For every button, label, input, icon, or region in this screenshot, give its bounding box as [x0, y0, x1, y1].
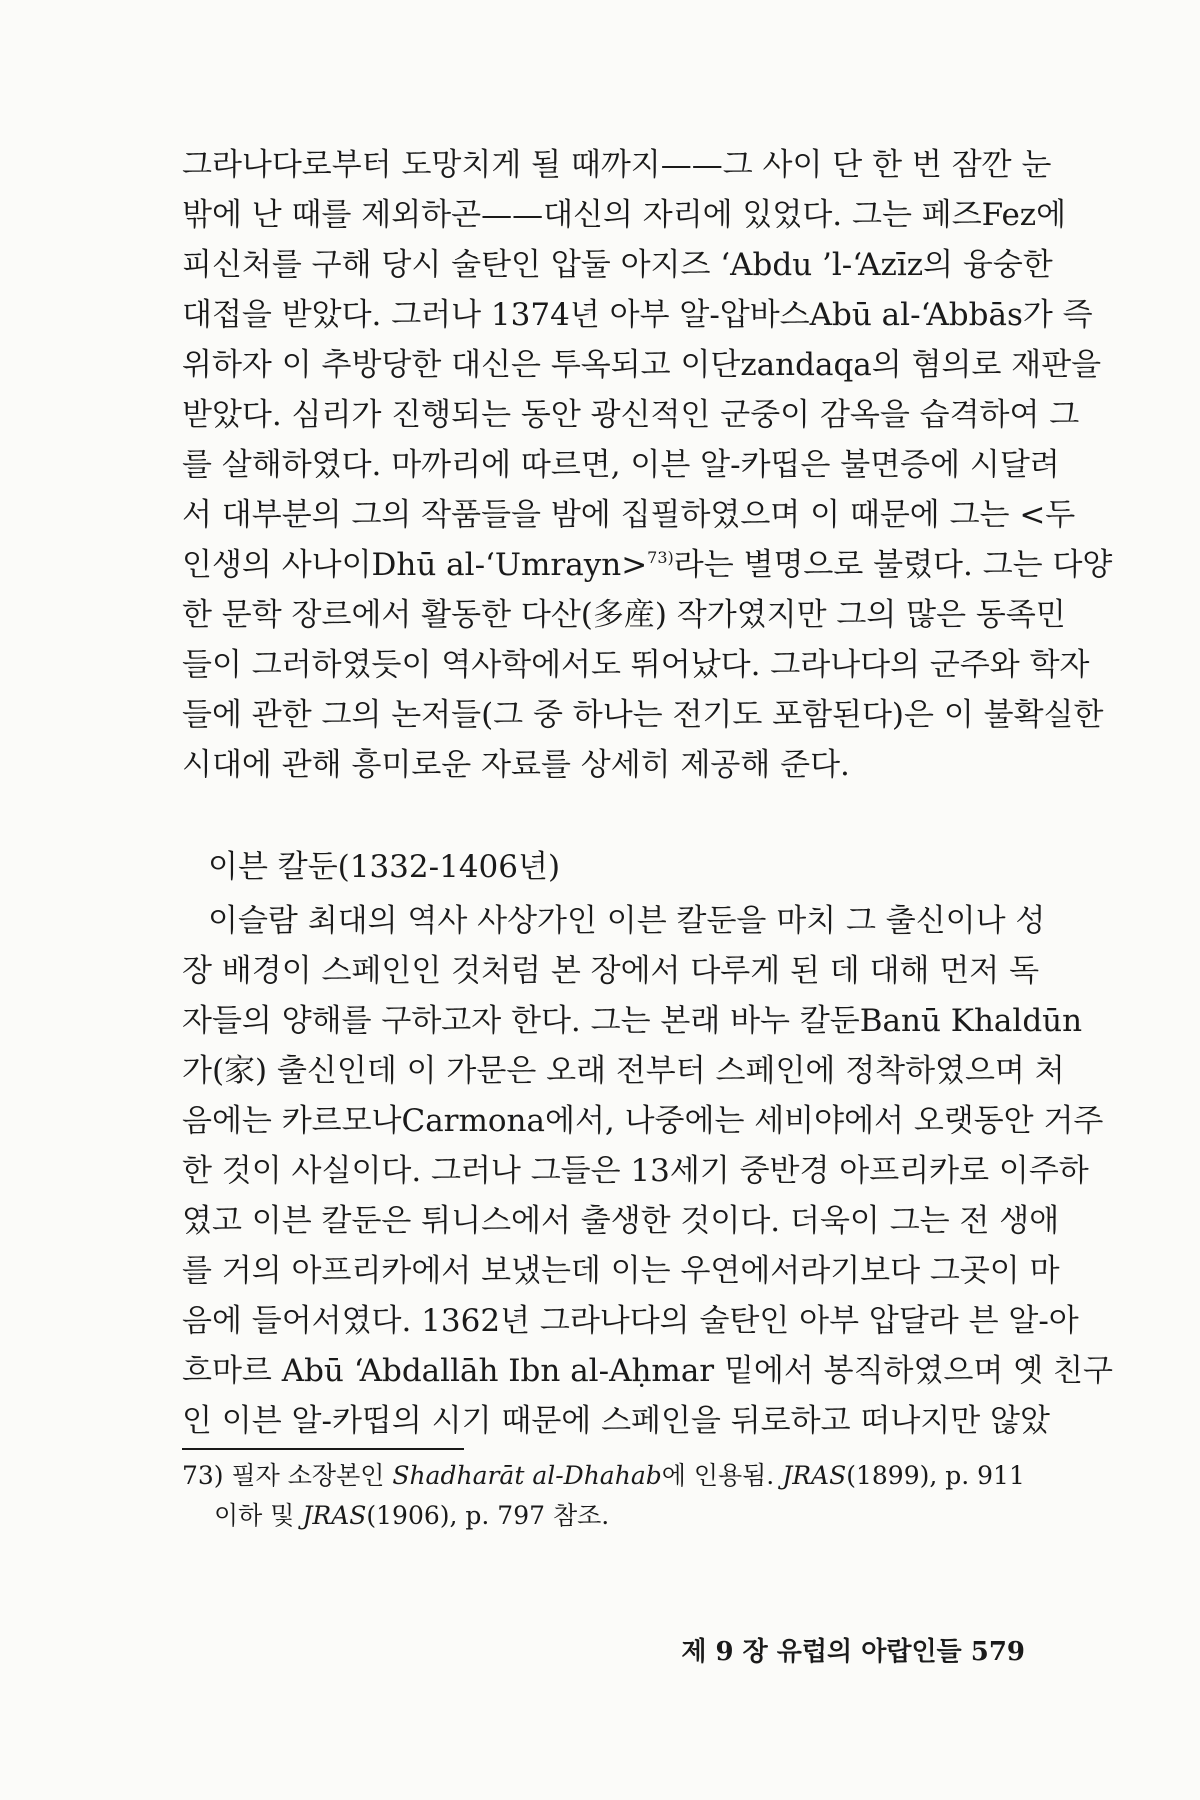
text-line: 장 배경이 스페인인 것처럼 본 장에서 다루게 된 데 대해 먼저 독	[182, 953, 1040, 989]
text-line: 였고 이븐 칼둔은 튀니스에서 출생한 것이다. 더욱이 그는 전 생애	[182, 1203, 1060, 1239]
footnote-text: 이하 및	[214, 1501, 303, 1530]
footnote-text: (1906), p. 797 참조.	[366, 1501, 610, 1530]
paragraph-2	[182, 896, 1113, 1446]
text-line: 서 대부분의 그의 작품들을 밤에 집필하였으며 이 때문에 그는 <두	[182, 497, 1076, 533]
text-line: 시대에 관해 흥미로운 자료를 상세히 제공해 준다.	[182, 747, 850, 783]
text-line: 피신처를 구해 당시 술탄인 압둘 아지즈 ‘Abdu ’l-‘Azīz의 융숭한	[182, 247, 1053, 283]
footnote-reference: 73)	[647, 548, 674, 567]
footnote-line	[214, 1496, 994, 1536]
footnote-journal: JRAS	[302, 1501, 367, 1530]
running-footer: 제 9 장 유럽의 아랍인들 579	[681, 1637, 1025, 1667]
text-line: 그라나다로부터 도망치게 될 때까지——그 사이 단 한 번 잠깐 눈	[182, 147, 1052, 183]
footnote-text: (1899), p. 911	[846, 1461, 1025, 1490]
line-text: 라는 별명으로 불렸다. 그는 다양	[673, 547, 1113, 583]
text-line: 한 문학 장르에서 활동한 다산(多産) 작가였지만 그의 많은 동족민	[182, 597, 1066, 633]
footnote-text: 에 인용됨.	[661, 1461, 783, 1490]
footnote-citation: Shadharāt al-Dhahab	[392, 1461, 662, 1490]
footnote-divider	[182, 1448, 464, 1450]
text-line: 를 살해하였다. 마까리에 따르면, 이븐 알-카띱은 불면증에 시달려	[182, 447, 1060, 483]
text-line: 들에 관한 그의 논저들(그 중 하나는 전기도 포함된다)은 이 불확실한	[182, 697, 1104, 733]
text-line-with-footnote	[182, 540, 1113, 590]
paragraph-1	[182, 140, 1113, 790]
footnote-line	[182, 1456, 1025, 1496]
footnote-text: 필자 소장본인	[223, 1461, 393, 1490]
footnote-number: 73)	[182, 1461, 224, 1490]
footnote-journal: JRAS	[782, 1461, 847, 1490]
text-line: 가(家) 출신인데 이 가문은 오래 전부터 스페인에 정착하였으며 처	[182, 1053, 1065, 1089]
text-line: 위하자 이 추방당한 대신은 투옥되고 이단zandaqa의 혐의로 재판을	[182, 347, 1102, 383]
text-line: 흐마르 Abū ‘Abdallāh Ibn al-Aḥmar 밑에서 봉직하였으며 옛 친구	[182, 1353, 1113, 1389]
text-line: 한 것이 사실이다. 그러나 그들은 13세기 중반경 아프리카로 이주하	[182, 1153, 1089, 1189]
text-line: 밖에 난 때를 제외하곤——대신의 자리에 있었다. 그는 페즈Fez에	[182, 197, 1067, 233]
text-line: 자들의 양해를 구하고자 한다. 그는 본래 바누 칼둔Banū Khaldūn	[182, 1003, 1083, 1039]
text-line: 대접을 받았다. 그러나 1374년 아부 알-압바스Abū al-‘Abbās가 즉	[182, 297, 1093, 333]
text-line: 음에는 카르모나Carmona에서, 나중에는 세비야에서 오랫동안 거주	[182, 1103, 1104, 1139]
text-line: 들이 그러하였듯이 역사학에서도 뛰어났다. 그라나다의 군주와 학자	[182, 647, 1090, 683]
text-line: 인 이븐 알-카띱의 시기 때문에 스페인을 뒤로하고 떠나지만 않았	[182, 1403, 1050, 1439]
text-line: 음에 들어서였다. 1362년 그라나다의 술탄인 아부 압달라 븐 알-아	[182, 1303, 1079, 1339]
text-line: 이슬람 최대의 역사 사상가인 이븐 칼둔을 마치 그 출신이나 성	[208, 903, 1046, 939]
text-line: 를 거의 아프리카에서 보냈는데 이는 우연에서라기보다 그곳이 마	[182, 1253, 1060, 1289]
line-text: 인생의 사나이Dhū al-‘Umrayn>	[182, 547, 648, 583]
section-heading: 이븐 칼둔(1332-1406년)	[208, 849, 561, 885]
text-line: 받았다. 심리가 진행되는 동안 광신적인 군중이 감옥을 습격하여 그	[182, 397, 1080, 433]
